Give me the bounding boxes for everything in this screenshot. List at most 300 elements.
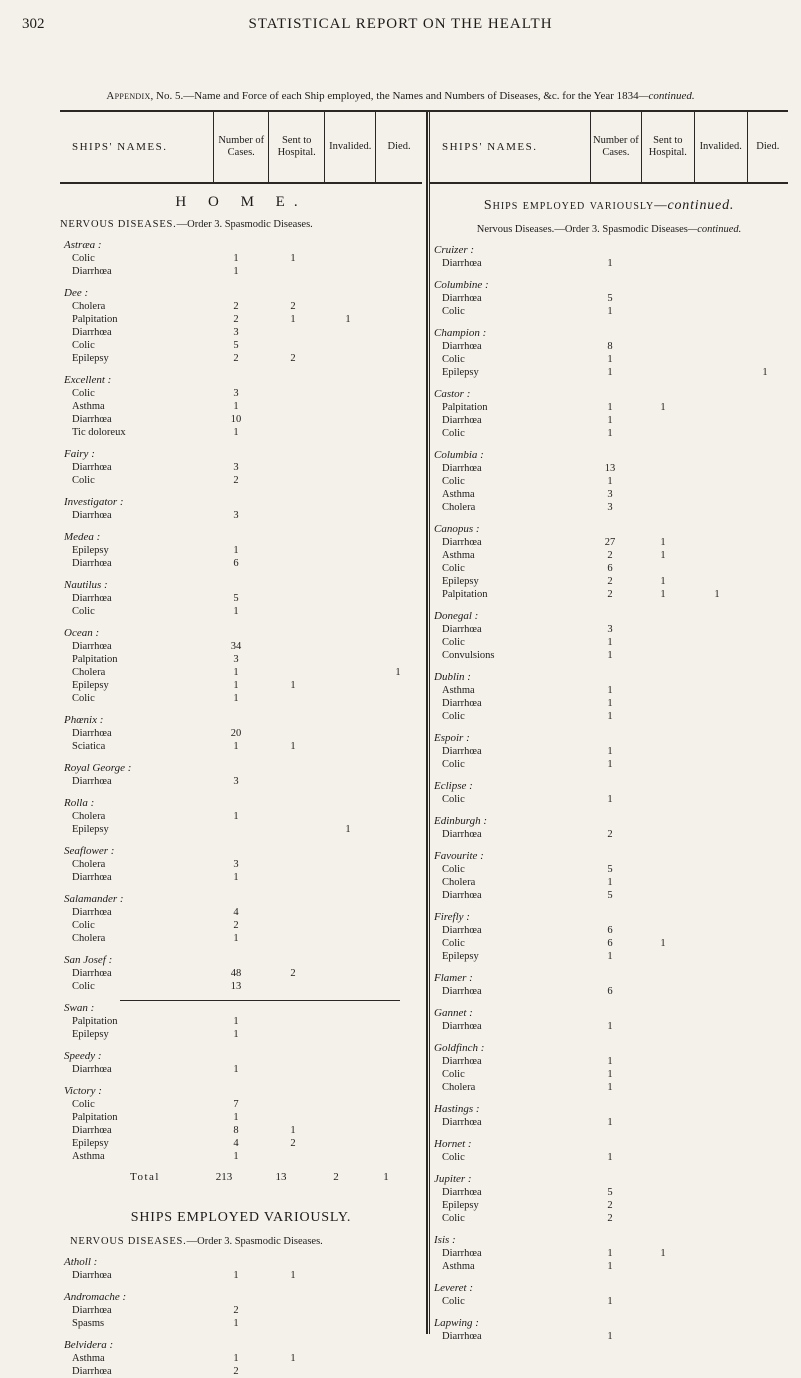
- sent-cell: [636, 684, 690, 697]
- cases-cell: 3: [607, 502, 613, 513]
- sent-cell: [264, 544, 322, 557]
- died-cell: [374, 1365, 422, 1378]
- disease-row: [430, 1116, 788, 1129]
- died-cell: [744, 1212, 786, 1225]
- disease-row: [430, 863, 788, 876]
- disease-name: Palpitation: [442, 402, 488, 413]
- disease-name: Diarrhœa: [72, 776, 112, 787]
- died-cell: [374, 1317, 422, 1330]
- disease-name: Sciatica: [72, 741, 106, 752]
- cases-cell: 3: [233, 510, 239, 521]
- right-title-caps: Ships employed variously: [483, 198, 655, 213]
- disease-name: Diarrhœa: [442, 537, 482, 548]
- total-label: Total: [130, 1171, 160, 1183]
- disease-name: Spasms: [72, 1318, 105, 1329]
- cases-cell: 1: [233, 1270, 239, 1281]
- ship-name: Canopus :: [434, 523, 480, 535]
- invalided-cell: [690, 697, 744, 710]
- disease-name: Colic: [72, 981, 95, 992]
- disease-row: [60, 967, 422, 980]
- sent-cell: [636, 257, 690, 270]
- header-invalided-right: Invalided.: [694, 112, 747, 182]
- died-cell: [744, 745, 786, 758]
- cases-cell: 6: [607, 938, 613, 949]
- ship-name: Donegal :: [434, 610, 479, 622]
- sent-cell: [264, 727, 322, 740]
- cases-cell: 1: [233, 427, 239, 438]
- invalided-cell: [322, 1365, 374, 1378]
- ship-name: Phœnix :: [64, 714, 104, 726]
- total-sent: 13: [275, 1171, 287, 1183]
- sent-cell: [264, 1365, 322, 1378]
- cases-cell: 1: [607, 354, 613, 365]
- disease-row: [60, 932, 422, 945]
- disease-row: [430, 536, 788, 549]
- disease-row: [430, 745, 788, 758]
- disease-row: [60, 474, 422, 487]
- sent-cell: [264, 871, 322, 884]
- disease-row: [430, 684, 788, 697]
- invalided-cell: [690, 937, 744, 950]
- disease-row: [430, 828, 788, 841]
- cases-cell: 1: [233, 1318, 239, 1329]
- sent-cell: [636, 924, 690, 937]
- invalided-cell: [690, 1151, 744, 1164]
- disease-name: Colic: [442, 306, 465, 317]
- disease-row: [430, 1247, 788, 1260]
- invalided-cell: [690, 257, 744, 270]
- ship-name: Eclipse :: [434, 780, 473, 792]
- died-cell: [374, 810, 422, 823]
- invalided-cell: [690, 1260, 744, 1273]
- disease-name: Colic: [72, 340, 95, 351]
- disease-row: [60, 823, 422, 836]
- sent-cell: [636, 475, 690, 488]
- disease-row: [60, 1269, 422, 1282]
- sent-cell: [264, 265, 322, 278]
- disease-name: Diarrhœa: [72, 462, 112, 473]
- cases-cell: 1: [607, 306, 613, 317]
- disease-name: Cholera: [442, 1082, 476, 1093]
- disease-row: [60, 740, 422, 753]
- disease-name: Epilepsy: [72, 1138, 109, 1149]
- cases-cell: 6: [233, 558, 239, 569]
- died-cell: [744, 1295, 786, 1308]
- disease-row: [60, 919, 422, 932]
- sent-cell: 1: [660, 938, 666, 949]
- died-cell: [374, 313, 422, 326]
- sent-cell: [264, 980, 322, 993]
- sent-cell: 1: [660, 550, 666, 561]
- disease-row: [60, 426, 422, 439]
- cases-cell: 4: [233, 1138, 239, 1149]
- right-section-title: [430, 198, 788, 214]
- sent-cell: [264, 605, 322, 618]
- sent-cell: [636, 758, 690, 771]
- disease-row: [60, 265, 422, 278]
- right-panel: [430, 112, 788, 1343]
- died-cell: [744, 623, 786, 636]
- disease-name: Diarrhœa: [72, 1270, 112, 1281]
- cases-cell: 2: [233, 475, 239, 486]
- died-cell: [374, 692, 422, 705]
- disease-row: [60, 1304, 422, 1317]
- sent-cell: [636, 1068, 690, 1081]
- disease-name: Colic: [72, 475, 95, 486]
- cases-cell: 1: [607, 1021, 613, 1032]
- right-subtitle-main: Nervous Diseases.: [476, 224, 555, 235]
- died-cell: [374, 592, 422, 605]
- died-cell: [374, 557, 422, 570]
- right-title-continued: —continued.: [654, 198, 735, 213]
- disease-name: Diarrhœa: [72, 641, 112, 652]
- disease-row: [430, 401, 788, 414]
- invalided-cell: [322, 1150, 374, 1163]
- invalided-cell: [322, 1124, 374, 1137]
- cases-cell: 1: [607, 759, 613, 770]
- died-cell: [744, 353, 786, 366]
- invalided-cell: [690, 501, 744, 514]
- page-caption: [0, 90, 801, 102]
- died-cell: [374, 252, 422, 265]
- died-cell: [744, 257, 786, 270]
- sent-cell: 2: [290, 1138, 296, 1149]
- sent-cell: [636, 1055, 690, 1068]
- cases-cell: 1: [607, 258, 613, 269]
- died-cell: [744, 1260, 786, 1273]
- disease-row: [430, 340, 788, 353]
- sent-cell: [264, 1317, 322, 1330]
- cases-cell: 1: [233, 680, 239, 691]
- disease-name: Diarrhœa: [72, 510, 112, 521]
- disease-row: [60, 666, 422, 679]
- ship-name: Ocean :: [64, 627, 100, 639]
- died-cell: [744, 876, 786, 889]
- cases-cell: 3: [233, 776, 239, 787]
- disease-row: [430, 1081, 788, 1094]
- sent-cell: [636, 745, 690, 758]
- died-cell: [374, 653, 422, 666]
- cases-cell: 48: [230, 968, 242, 979]
- disease-name: Cholera: [72, 859, 106, 870]
- disease-row: [60, 1028, 422, 1041]
- disease-row: [430, 950, 788, 963]
- sent-cell: [264, 810, 322, 823]
- disease-name: Colic: [72, 1099, 95, 1110]
- invalided-cell: [690, 950, 744, 963]
- ship-name: Seaflower :: [64, 845, 115, 857]
- died-cell: [374, 1028, 422, 1041]
- disease-name: Diarrhœa: [442, 746, 482, 757]
- disease-name: Diarrhœa: [442, 1248, 482, 1259]
- sent-cell: [636, 623, 690, 636]
- died-cell: [744, 697, 786, 710]
- invalided-cell: 1: [345, 824, 351, 835]
- died-cell: [744, 1055, 786, 1068]
- sent-cell: [264, 1111, 322, 1124]
- total-invalided: 2: [333, 1171, 339, 1183]
- sent-cell: 1: [290, 314, 296, 325]
- invalided-cell: [690, 924, 744, 937]
- invalided-cell: [322, 932, 374, 945]
- sent-cell: [264, 1150, 322, 1163]
- died-cell: [374, 1063, 422, 1076]
- disease-row: [430, 636, 788, 649]
- disease-row: [430, 305, 788, 318]
- died-cell: [374, 1111, 422, 1124]
- died-cell: [744, 649, 786, 662]
- ship-name: Castor :: [434, 388, 471, 400]
- disease-row: [60, 252, 422, 265]
- disease-row: [60, 387, 422, 400]
- disease-row: [60, 640, 422, 653]
- cases-cell: 2: [233, 1366, 239, 1377]
- disease-name: Colic: [442, 563, 465, 574]
- ship-name: Columbia :: [434, 449, 484, 461]
- header-ships-names: SHIPS' NAMES.: [72, 140, 168, 153]
- died-cell: [744, 292, 786, 305]
- cases-cell: 1: [607, 1261, 613, 1272]
- invalided-cell: [322, 605, 374, 618]
- ship-name: Jupiter :: [434, 1173, 472, 1185]
- died-cell: [374, 413, 422, 426]
- cases-cell: 34: [230, 641, 242, 652]
- disease-name: Epilepsy: [72, 545, 109, 556]
- sent-cell: [636, 1199, 690, 1212]
- invalided-cell: [322, 400, 374, 413]
- invalided-cell: [322, 426, 374, 439]
- cases-cell: 1: [607, 428, 613, 439]
- disease-row: [60, 544, 422, 557]
- cases-cell: 5: [607, 890, 613, 901]
- disease-row: [430, 588, 788, 601]
- disease-row: [430, 876, 788, 889]
- died-cell: [744, 684, 786, 697]
- cases-cell: 1: [233, 693, 239, 704]
- died-cell: [744, 401, 786, 414]
- invalided-cell: [690, 1116, 744, 1129]
- disease-name: Cholera: [72, 301, 106, 312]
- disease-name: Diarrhœa: [72, 414, 112, 425]
- disease-name: Colic: [72, 920, 95, 931]
- cases-cell: 1: [607, 746, 613, 757]
- header-died: Died.: [375, 112, 422, 182]
- disease-row: [60, 1063, 422, 1076]
- disease-name: Convulsions: [442, 650, 495, 661]
- cases-cell: 1: [607, 877, 613, 888]
- invalided-cell: [322, 980, 374, 993]
- cases-cell: 2: [233, 920, 239, 931]
- invalided-cell: [322, 775, 374, 788]
- died-cell: [374, 339, 422, 352]
- disease-name: Asthma: [442, 1261, 475, 1272]
- died-cell: [744, 575, 786, 588]
- died-cell: [744, 1068, 786, 1081]
- cases-cell: 3: [233, 462, 239, 473]
- sent-cell: [636, 828, 690, 841]
- invalided-cell: [690, 353, 744, 366]
- cases-cell: 4: [233, 907, 239, 918]
- disease-row: [430, 985, 788, 998]
- disease-row: [60, 858, 422, 871]
- home-section-subtitle: [60, 219, 422, 230]
- disease-name: Colic: [442, 1296, 465, 1307]
- ship-name: Andromache :: [64, 1291, 127, 1303]
- right-table-header: [430, 112, 788, 184]
- disease-row: [430, 937, 788, 950]
- died-cell: [744, 501, 786, 514]
- sent-cell: [264, 932, 322, 945]
- cases-cell: 1: [233, 741, 239, 752]
- cases-cell: 7: [233, 1099, 239, 1110]
- disease-name: Diarrhœa: [442, 341, 482, 352]
- ship-name: Speedy :: [64, 1050, 102, 1062]
- invalided-cell: [690, 1081, 744, 1094]
- cases-cell: 1: [233, 1016, 239, 1027]
- total-cases: 213: [215, 1171, 233, 1183]
- variously-ship-list: [60, 1255, 422, 1378]
- sent-cell: [636, 1212, 690, 1225]
- variously-subtitle-rest: —Order 3. Spasmodic Diseases.: [186, 1236, 323, 1247]
- disease-row: [60, 727, 422, 740]
- cases-cell: 20: [230, 728, 242, 739]
- disease-row: [430, 257, 788, 270]
- disease-name: Diarrhœa: [72, 907, 112, 918]
- disease-name: Palpitation: [72, 314, 118, 325]
- cases-cell: 1: [233, 667, 239, 678]
- disease-name: Diarrhœa: [72, 1305, 112, 1316]
- invalided-cell: [322, 300, 374, 313]
- sent-cell: [636, 1330, 690, 1343]
- died-cell: [374, 387, 422, 400]
- invalided-cell: [322, 1304, 374, 1317]
- ship-name: Lapwing :: [434, 1317, 479, 1329]
- disease-name: Colic: [72, 253, 95, 264]
- died-cell: [374, 727, 422, 740]
- disease-row: [60, 1111, 422, 1124]
- sent-cell: [264, 1063, 322, 1076]
- sent-cell: [636, 1151, 690, 1164]
- sent-cell: [264, 557, 322, 570]
- disease-name: Cholera: [442, 502, 476, 513]
- disease-name: Colic: [72, 606, 95, 617]
- cases-cell: 1: [607, 685, 613, 696]
- variously-section-title: SHIPS EMPLOYED VARIOUSLY.: [130, 1210, 352, 1225]
- ship-name: Medea :: [64, 531, 101, 543]
- ship-name: Hornet :: [434, 1138, 472, 1150]
- cases-cell: 1: [607, 650, 613, 661]
- invalided-cell: [322, 1352, 374, 1365]
- sent-cell: [264, 400, 322, 413]
- ship-name: Fairy :: [64, 448, 95, 460]
- disease-row: [60, 1317, 422, 1330]
- sent-cell: [264, 326, 322, 339]
- sent-cell: 1: [290, 1270, 296, 1281]
- right-section-subtitle: [430, 224, 788, 235]
- ship-name: Swan :: [64, 1002, 95, 1014]
- header-died-right: Died.: [747, 112, 788, 182]
- disease-row: [60, 679, 422, 692]
- invalided-cell: [690, 710, 744, 723]
- died-cell: [374, 740, 422, 753]
- cases-cell: 8: [233, 1125, 239, 1136]
- sent-cell: [264, 387, 322, 400]
- left-table-header: [60, 112, 422, 184]
- ship-name: Favourite :: [434, 850, 484, 862]
- sent-cell: [264, 640, 322, 653]
- disease-row: [430, 1055, 788, 1068]
- cases-cell: 1: [607, 1248, 613, 1259]
- disease-name: Diarrhœa: [442, 1056, 482, 1067]
- died-cell: [744, 427, 786, 440]
- disease-name: Palpitation: [72, 1112, 118, 1123]
- sent-cell: [264, 426, 322, 439]
- invalided-cell: [322, 906, 374, 919]
- invalided-cell: [690, 1055, 744, 1068]
- cases-cell: 3: [607, 624, 613, 635]
- ship-name: Champion :: [434, 327, 487, 339]
- invalided-cell: [690, 475, 744, 488]
- cases-cell: 3: [233, 327, 239, 338]
- disease-name: Epilepsy: [72, 353, 109, 364]
- cases-cell: 13: [604, 463, 616, 474]
- running-head: STATISTICAL REPORT ON THE HEALTH: [248, 16, 553, 32]
- died-cell: [374, 871, 422, 884]
- disease-name: Asthma: [442, 489, 475, 500]
- disease-name: Colic: [442, 759, 465, 770]
- disease-name: Epilepsy: [72, 680, 109, 691]
- disease-name: Tic doloreux: [72, 427, 126, 438]
- invalided-cell: [322, 967, 374, 980]
- invalided-cell: [322, 1269, 374, 1282]
- disease-row: [430, 1020, 788, 1033]
- disease-row: [60, 605, 422, 618]
- disease-row: [430, 649, 788, 662]
- cases-cell: 1: [607, 951, 613, 962]
- disease-row: [430, 1199, 788, 1212]
- sent-cell: [264, 666, 322, 679]
- cases-cell: 1: [233, 1112, 239, 1123]
- died-cell: [374, 967, 422, 980]
- sent-cell: [636, 1295, 690, 1308]
- cases-cell: 6: [607, 563, 613, 574]
- sent-cell: [636, 636, 690, 649]
- disease-row: [430, 1212, 788, 1225]
- sent-cell: [636, 793, 690, 806]
- cases-cell: 5: [607, 293, 613, 304]
- disease-name: Epilepsy: [72, 824, 109, 835]
- invalided-cell: [690, 575, 744, 588]
- header-sent-to-hospital: Sent to Hospital.: [268, 112, 324, 182]
- cases-cell: 1: [607, 637, 613, 648]
- invalided-cell: [322, 740, 374, 753]
- disease-name: Palpitation: [72, 654, 118, 665]
- disease-row: [60, 1352, 422, 1365]
- invalided-cell: [322, 653, 374, 666]
- cases-cell: 1: [607, 367, 613, 378]
- sent-cell: [264, 1028, 322, 1041]
- died-cell: [744, 1330, 786, 1343]
- sent-cell: [264, 1098, 322, 1111]
- sent-cell: 1: [660, 1248, 666, 1259]
- cases-cell: 1: [233, 606, 239, 617]
- sent-cell: [636, 292, 690, 305]
- sent-cell: 1: [290, 1125, 296, 1136]
- sent-cell: 1: [290, 741, 296, 752]
- cases-cell: 1: [233, 1353, 239, 1364]
- invalided-cell: [690, 1212, 744, 1225]
- disease-name: Diarrhœa: [442, 463, 482, 474]
